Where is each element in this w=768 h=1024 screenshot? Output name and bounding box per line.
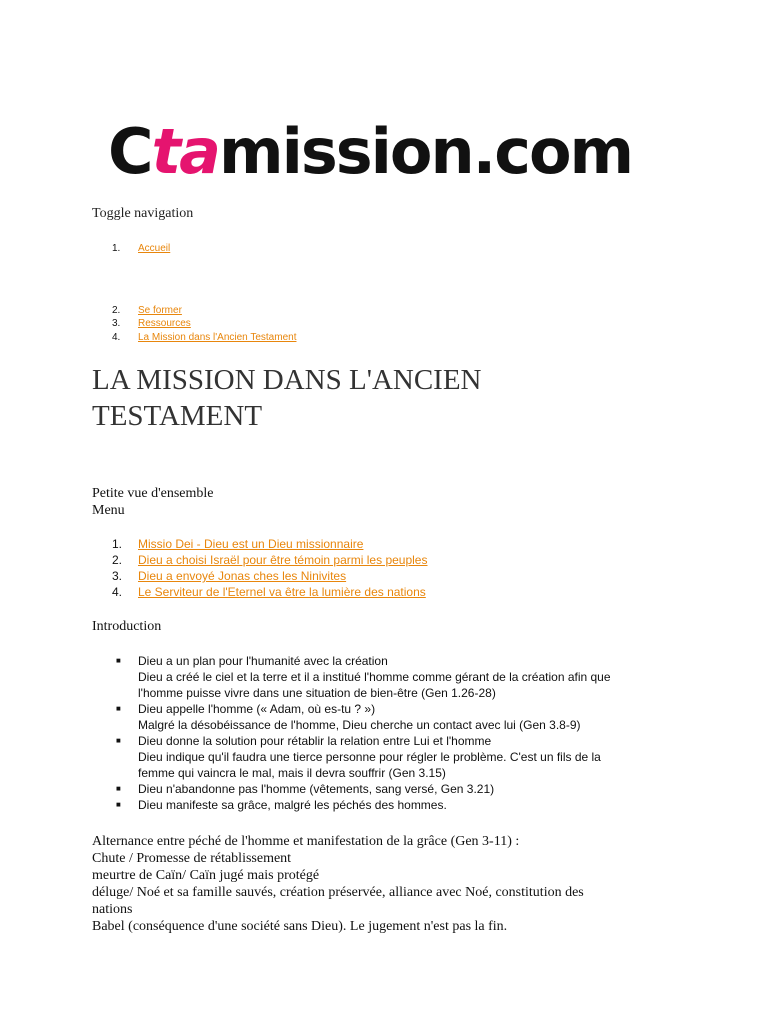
page-title-line-2: TESTAMENT — [92, 400, 263, 432]
bullet-line: Dieu appelle l'homme (« Adam, où es-tu ? ») — [138, 702, 376, 716]
breadcrumb-link-accueil[interactable]: Accueil — [138, 243, 171, 254]
breadcrumb-link-ressources[interactable]: Ressources — [138, 318, 191, 329]
menu-link-missio-dei[interactable]: Missio Dei - Dieu est un Dieu missionnaire — [138, 537, 364, 551]
bullet-square-icon: ■ — [116, 784, 121, 793]
bullet-line: femme qui vaincra le mal, mais il devra souffrir (Gen 3.15) — [138, 766, 446, 780]
menu-number: 4. — [112, 585, 123, 599]
menu-item — [112, 553, 427, 567]
menu-item — [112, 585, 426, 599]
menu-number: 2. — [112, 553, 123, 567]
breadcrumb-number: 2. — [112, 305, 121, 316]
bullet-line: Dieu donne la solution pour rétablir la relation entre Lui et l'homme — [138, 734, 492, 748]
breadcrumb-number: 1. — [112, 243, 121, 254]
bullet-line: Malgré la désobéissance de l'homme, Dieu cherche un contact avec lui (Gen 3.8-9) — [138, 718, 581, 732]
bullet-square-icon: ■ — [116, 800, 121, 809]
list-item — [116, 653, 676, 701]
breadcrumb-link-se-former[interactable]: Se former — [138, 305, 182, 316]
bullet-line: Dieu manifeste sa grâce, malgré les péchés des hommes. — [138, 798, 447, 812]
breadcrumb-item-accueil — [112, 243, 170, 254]
toggle-navigation-button[interactable]: Toggle navigation — [92, 206, 194, 221]
bullet-square-icon: ■ — [116, 656, 121, 665]
menu-label: Menu — [92, 503, 125, 518]
paragraph-line: Alternance entre péché de l'homme et manifestation de la grâce (Gen 3-11) : — [92, 834, 520, 849]
menu-number: 1. — [112, 537, 123, 551]
bullet-line: Dieu a un plan pour l'humanité avec la création — [138, 654, 388, 668]
breadcrumb-link-current-page[interactable]: La Mission dans l'Ancien Testament — [138, 332, 297, 343]
list-item — [116, 733, 676, 781]
paragraph-line: nations — [92, 902, 133, 917]
paragraph-line: meurtre de Caïn/ Caïn jugé mais protégé — [92, 868, 320, 883]
introduction-heading: Introduction — [92, 619, 162, 634]
logo-mission-com: mission.com — [219, 115, 633, 188]
menu-item — [112, 537, 363, 551]
site-logo[interactable] — [108, 112, 673, 192]
page-title — [92, 362, 692, 434]
bullet-square-icon: ■ — [116, 736, 121, 745]
breadcrumb-number: 3. — [112, 318, 121, 329]
list-item — [116, 701, 676, 733]
page-title-line-1: LA MISSION DANS L'ANCIEN — [92, 364, 482, 396]
paragraph-line: déluge/ Noé et sa famille sauvés, création préservée, alliance avec Noé, constitution des — [92, 885, 584, 900]
menu-link-israel[interactable]: Dieu a choisi Israël pour être témoin parmi les peuples — [138, 553, 428, 567]
bullet-line: Dieu n'abandonne pas l'homme (vêtements, sang versé, Gen 3.21) — [138, 782, 495, 796]
bullet-line: Dieu a créé le ciel et la terre et il a institué l'homme comme gérant de la création afin que — [138, 670, 611, 684]
breadcrumb-item-ressources — [112, 318, 191, 329]
breadcrumb-item-current-page — [112, 332, 296, 343]
bullet-line: l'homme puisse vivre dans une situation de bien-être (Gen 1.26-28) — [138, 686, 496, 700]
breadcrumb-number: 4. — [112, 332, 121, 343]
bullet-line: Dieu indique qu'il faudra une tierce personne pour régler le problème. C'est un fils de la — [138, 750, 601, 764]
grace-alternance-paragraph — [92, 833, 652, 935]
overview-label: Petite vue d'ensemble — [92, 486, 214, 501]
list-item — [116, 797, 676, 813]
bullet-square-icon: ■ — [116, 704, 121, 713]
logo-c: C — [108, 115, 152, 188]
introduction-bullet-list — [116, 653, 676, 813]
list-item — [116, 781, 676, 797]
breadcrumb-item-se-former — [112, 305, 182, 316]
paragraph-line: Babel (conséquence d'une société sans Dieu). Le jugement n'est pas la fin. — [92, 919, 508, 934]
logo-ta: ta — [151, 115, 219, 188]
menu-link-jonas[interactable]: Dieu a envoyé Jonas ches les Ninivites — [138, 569, 347, 583]
paragraph-line: Chute / Promesse de rétablissement — [92, 851, 292, 866]
menu-number: 3. — [112, 569, 123, 583]
menu-link-serviteur[interactable]: Le Serviteur de l'Eternel va être la lumière des nations — [138, 585, 426, 599]
menu-item — [112, 569, 346, 583]
